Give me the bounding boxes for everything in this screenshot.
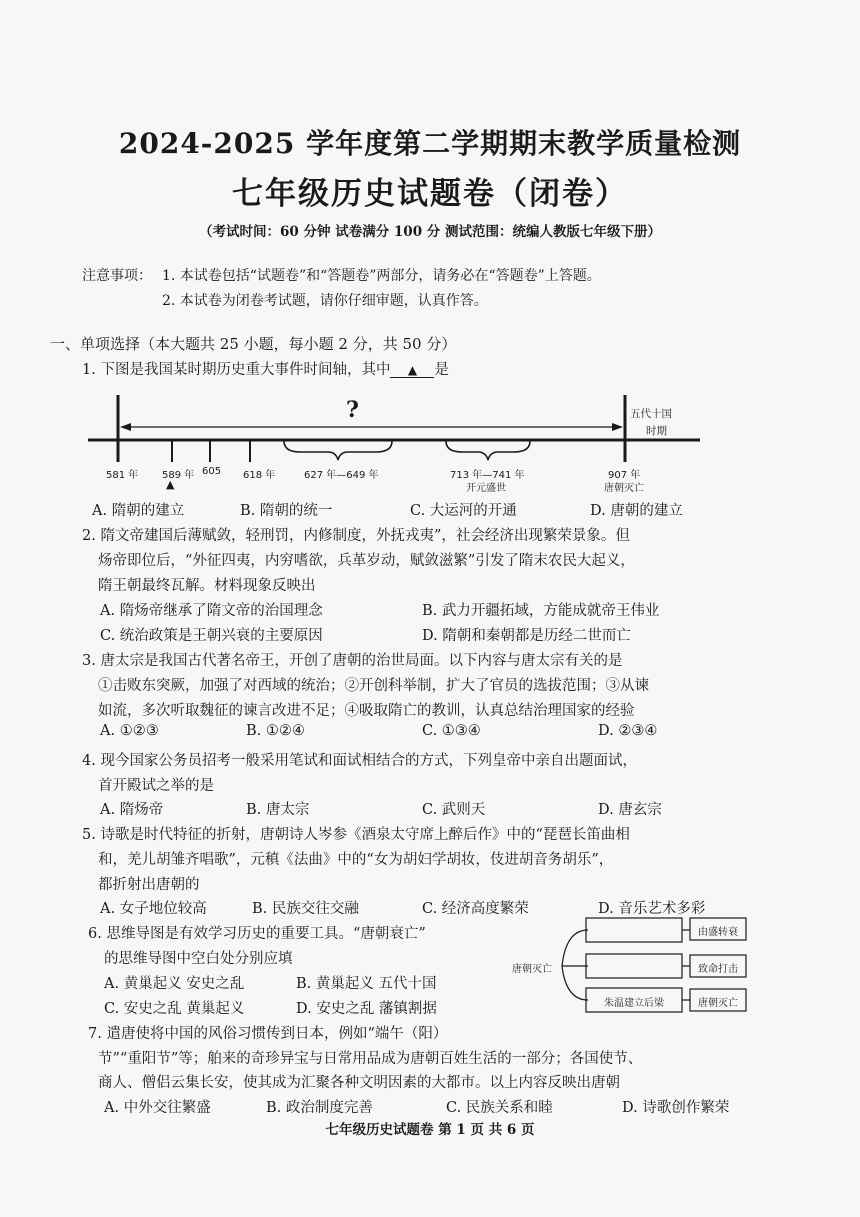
q1-stem-a: 1. 下图是我国某时期历史重大事件时间轴，其中 (82, 362, 391, 378)
q6-line-1: 6. 思维导图是有效学习历史的重要工具。“唐朝衰亡” (88, 926, 426, 942)
q2-line-2: 炀帝即位后，“外征四夷，内穷嗜欲，兵革岁动，赋敛滋繁”引发了隋末农民大起义， (98, 553, 635, 569)
q7-option-b: B. 政治制度完善 (266, 1100, 373, 1116)
q1-option-a: A. 隋朝的建立 (92, 503, 185, 519)
q4-line-2: 首开殿试之举的是 (98, 778, 214, 794)
section-title: 一、单项选择（本大题共 25 小题，每小题 2 分，共 50 分） (50, 335, 457, 353)
q2-line-3: 隋王朝最终瓦解。材料现象反映出 (98, 578, 316, 594)
q7-line-1: 7. 遣唐使将中国的风俗习惯传到日本，例如“端午（阳） (88, 1026, 448, 1042)
q7-line-3: 商人、僧侣云集长安，使其成为汇聚各种文明因素的大都市。以上内容反映出唐朝 (98, 1075, 620, 1091)
q1-blank (390, 363, 434, 378)
q3-option-b: B. ①②④ (246, 723, 305, 739)
exam-subtitle: 七年级历史试题卷（闭卷） (232, 176, 628, 212)
q4-line-1: 4. 现今国家公务员招考一般采用笔试和面试相结合的方式，下列皇帝中亲自出题面试， (82, 753, 637, 769)
q6-option-d: D. 安史之乱 藩镇割据 (296, 1001, 437, 1017)
mindmap-root: 唐朝灭亡 (512, 964, 552, 975)
q3-line-3: 如流，多次听取魏征的谏言改进不足；④吸取隋亡的教训，认真总结治理国家的经验 (98, 703, 635, 719)
q2-option-a: A. 隋炀帝继承了隋文帝的治国理念 (100, 603, 323, 619)
timeline-label-five-dynasties: 五代十国 (630, 408, 672, 420)
notes-line-1: 1. 本试卷包括“试题卷”和“答题卷”两部分，请务必在“答题卷”上答题。 (162, 268, 601, 284)
timeline-tang-fall: 唐朝灭亡 (604, 483, 644, 494)
q1-stem (82, 358, 449, 379)
timeline-tick-581: 581 年 (106, 470, 139, 481)
notes-line-2: 2. 本试卷为闭卷考试题，请你仔细审题，认真作答。 (162, 293, 488, 309)
q5-option-a: A. 女子地位较高 (100, 901, 207, 917)
q7-option-a: A. 中外交往繁盛 (104, 1100, 211, 1116)
q4-option-a: A. 隋炀帝 (100, 802, 164, 818)
q3-option-a: A. ①②③ (100, 723, 159, 739)
q3-option-c: C. ①③④ (422, 723, 481, 739)
exam-info: （考试时间：60 分钟 试卷满分 100 分 测试范围：统编人教版七年级下册） (199, 224, 661, 240)
timeline-marker-icon: ▲ (166, 478, 175, 491)
q3-line-1: 3. 唐太宗是我国古代著名帝王，开创了唐朝的治世局面。以下内容与唐太宗有关的是 (82, 653, 623, 669)
q4-option-d: D. 唐玄宗 (598, 802, 662, 818)
q5-line-3: 都折射出唐朝的 (98, 877, 200, 893)
q5-line-2: 和，羌儿胡雏齐唱歌”，元稹《法曲》中的“女为胡妇学胡妆，伎进胡音务胡乐”， (98, 852, 614, 868)
notes-label: 注意事项： (82, 268, 152, 284)
mindmap-label-1: 由盛转衰 (698, 927, 738, 938)
q6-option-a: A. 黄巢起义 安史之乱 (104, 976, 245, 992)
q5-option-d: D. 音乐艺术多彩 (598, 901, 706, 917)
page-footer: 七年级历史试题卷 第 1 页 共 6 页 (325, 1122, 535, 1138)
mindmap-box-3: 朱温建立后梁 (604, 998, 664, 1009)
q3-option-d: D. ②③④ (598, 723, 658, 739)
timeline-range-713-741: 713 年—741 年 (450, 470, 525, 481)
q1-option-b: B. 隋朝的统一 (240, 503, 333, 519)
q4-option-c: C. 武则天 (422, 802, 486, 818)
timeline-tick-589: 589 年 (162, 470, 195, 481)
timeline-label-period: 时期 (646, 425, 667, 437)
q4-option-b: B. 唐太宗 (246, 802, 310, 818)
q6-line-2: 的思维导图中空白处分别应填 (104, 951, 293, 967)
q7-line-2: 节”“重阳节”等；舶来的奇珍异宝与日常用品成为唐朝百姓生活的一部分；各国使节、 (98, 1051, 643, 1067)
q1-option-c: C. 大运河的开通 (410, 503, 517, 519)
exam-title: 2024-2025 学年度第二学期期末教学质量检测 (118, 127, 742, 160)
q1-option-d: D. 唐朝的建立 (590, 503, 683, 519)
q2-option-d: D. 隋朝和秦朝都是历经二世而亡 (422, 628, 631, 644)
q2-line-1: 2. 隋文帝建国后薄赋敛，轻刑罚，内修制度，外抚戎夷”，社会经济出现繁荣景象。但 (82, 528, 630, 544)
timeline-tick-907: 907 年 (608, 470, 641, 481)
q6-option-c: C. 安史之乱 黄巢起义 (104, 1001, 245, 1017)
q5-option-b: B. 民族交往交融 (252, 901, 359, 917)
mindmap-label-3: 唐朝灭亡 (698, 998, 738, 1009)
q3-line-2: ①击败东突厥，加强了对西域的统治；②开创科举制，扩大了官员的选拔范围；③从谏 (98, 678, 649, 694)
timeline-tick-605: 605 (202, 466, 222, 477)
mindmap-label-2: 致命打击 (698, 964, 738, 975)
q5-option-c: C. 经济高度繁荣 (422, 901, 529, 917)
q6-option-b: B. 黄巢起义 五代十国 (296, 976, 437, 992)
timeline-kaiyuan: 开元盛世 (466, 483, 506, 494)
timeline-range-627-649: 627 年—649 年 (304, 470, 379, 481)
q2-option-b: B. 武力开疆拓域，方能成就帝王伟业 (422, 603, 660, 619)
q2-option-c: C. 统治政策是王朝兴衰的主要原因 (100, 628, 323, 644)
timeline-question-mark: ? (346, 397, 359, 423)
q1-stem-b: 是 (434, 362, 449, 378)
q5-line-1: 5. 诗歌是时代特征的折射，唐朝诗人岑参《酒泉太守席上醉后作》中的“琵琶长笛曲相 (82, 827, 630, 843)
q7-option-c: C. 民族关系和睦 (446, 1100, 553, 1116)
timeline-tick-618: 618 年 (243, 470, 276, 481)
q1-marker-icon: ▲ (407, 363, 418, 377)
q7-option-d: D. 诗歌创作繁荣 (622, 1100, 730, 1116)
